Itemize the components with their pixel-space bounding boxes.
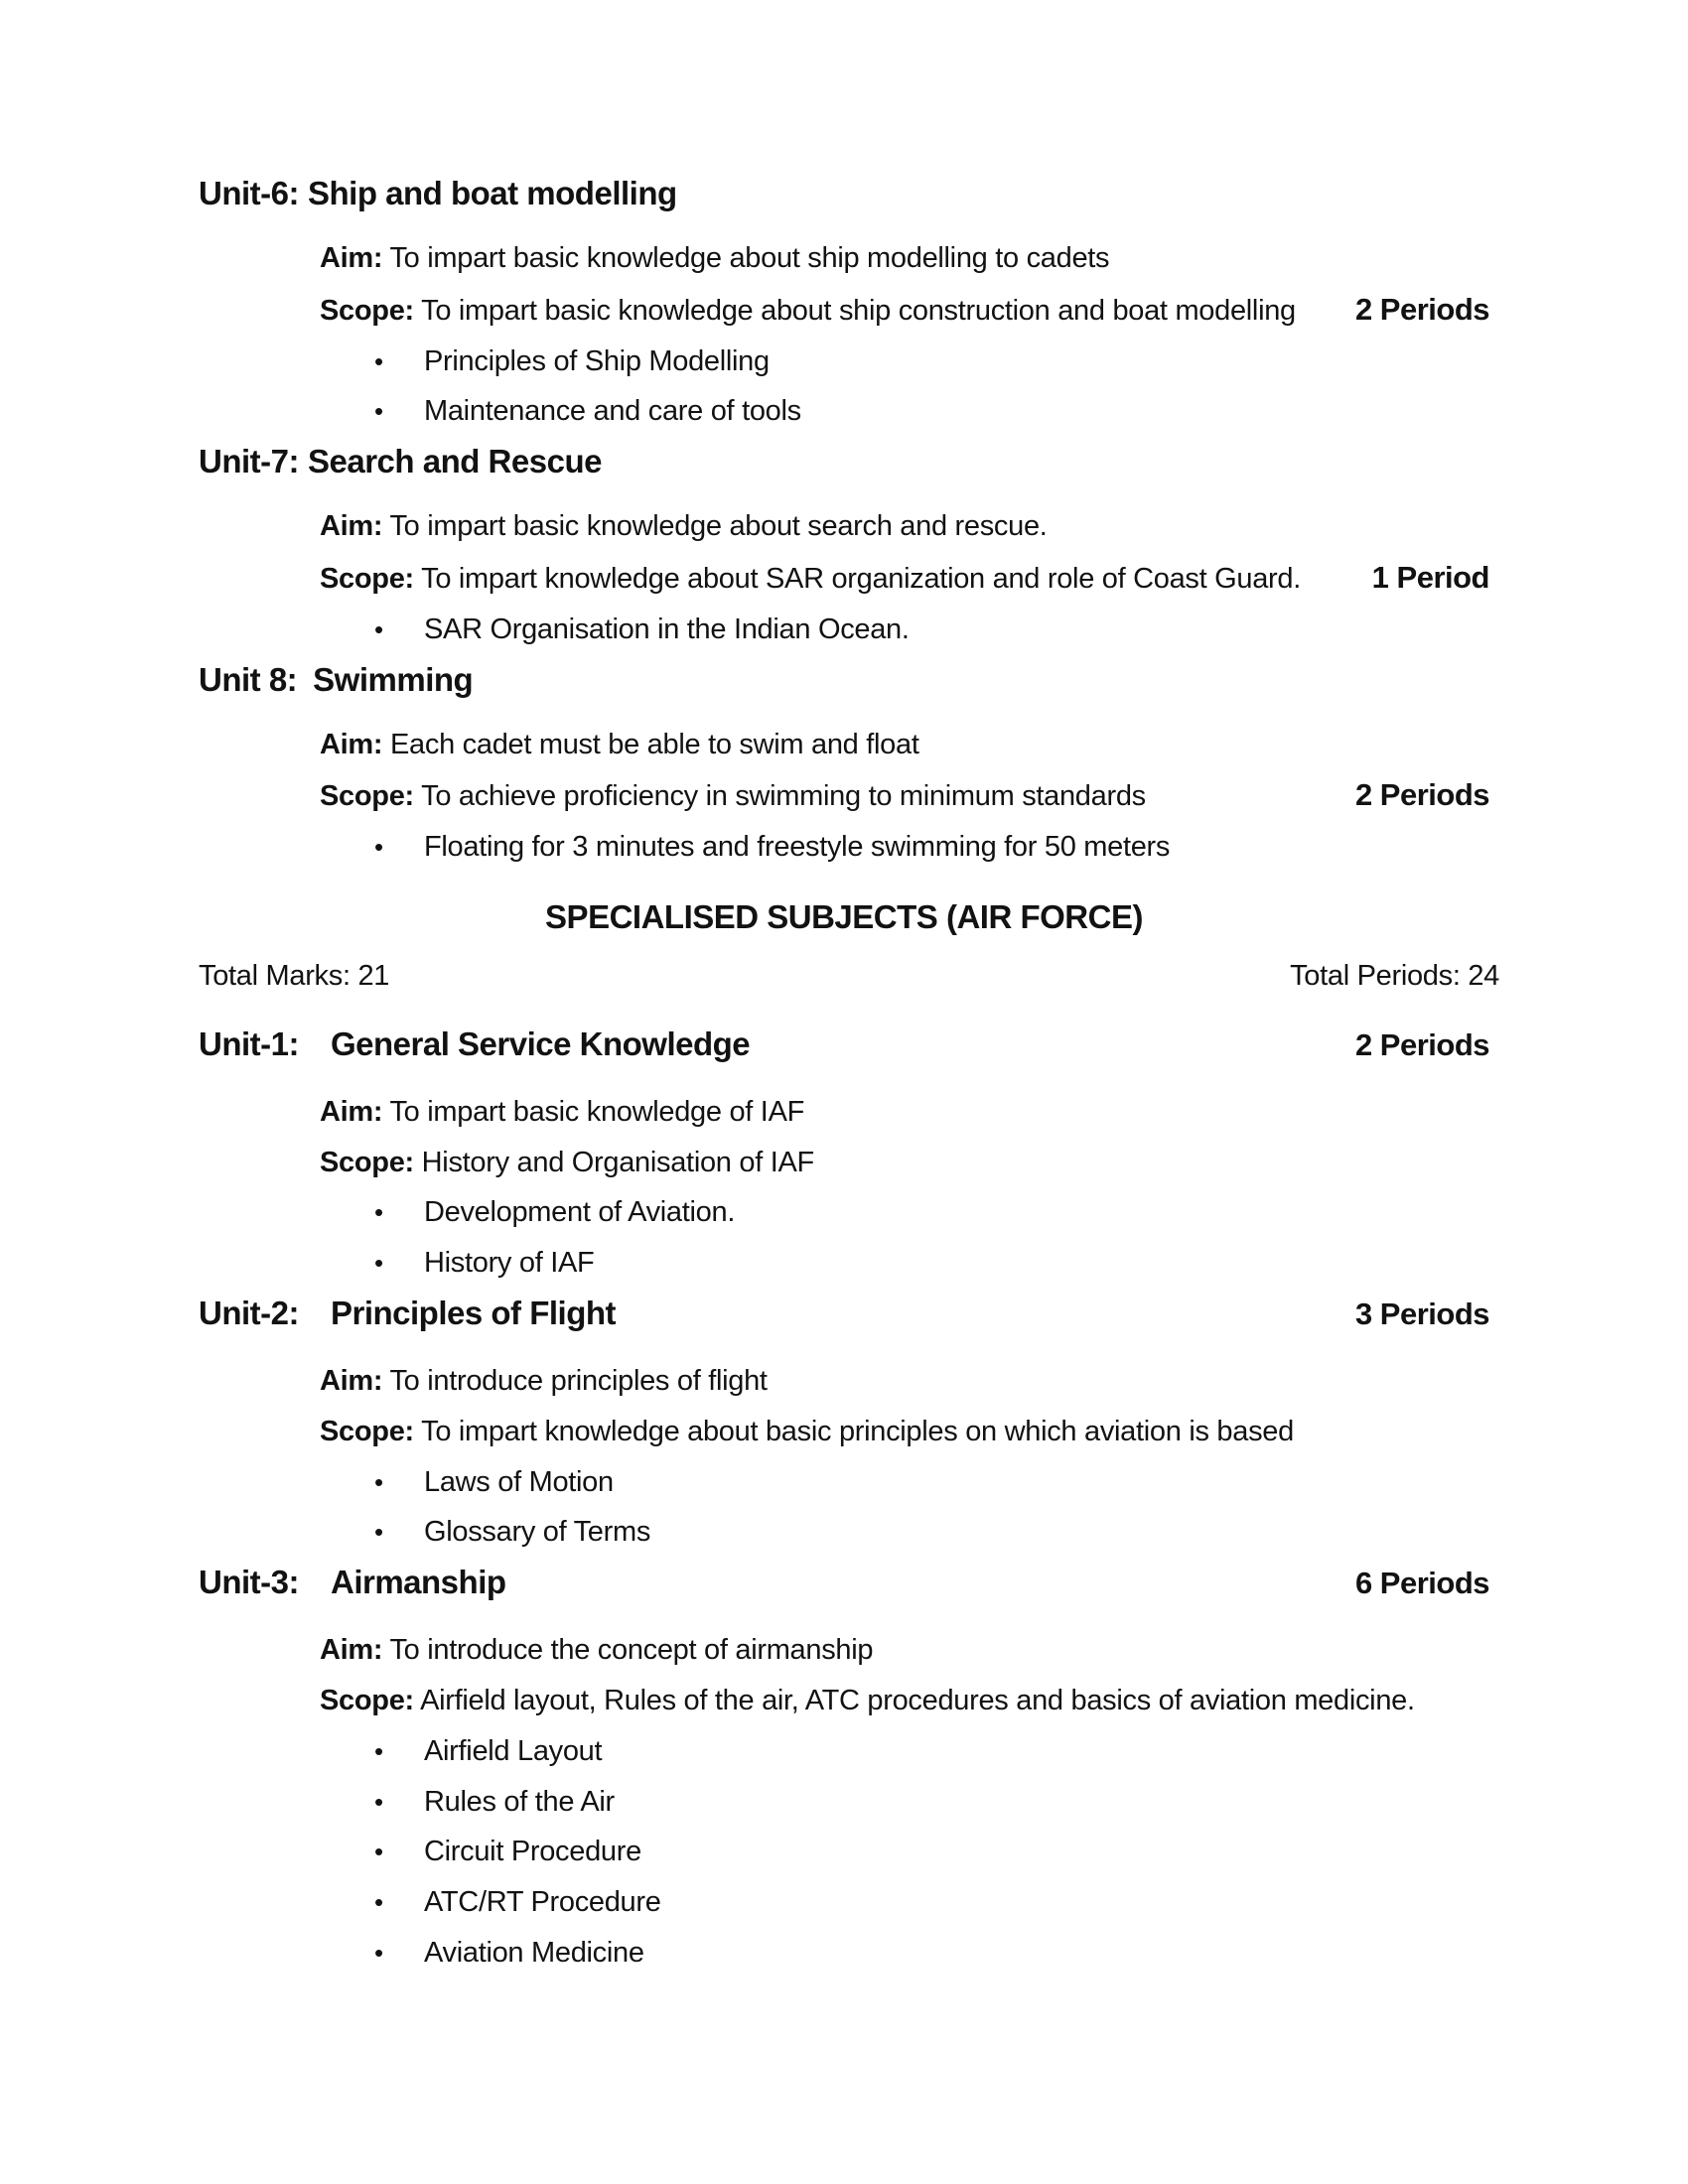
total-marks: Total Marks: 21 (199, 959, 390, 992)
unit-2-aim-line (320, 1364, 1489, 1399)
aim-label: Aim: (320, 242, 383, 274)
unit-8-aim-text: Each cadet must be able to swim and float (390, 728, 919, 760)
unit-3-aim-text: To introduce the concept of airmanship (389, 1634, 874, 1667)
unit-8-heading (199, 660, 474, 698)
bullet-text: SAR Organisation in the Indian Ocean. (424, 613, 910, 645)
scope-label: Scope: (320, 562, 414, 595)
unit-6-section (199, 177, 1489, 429)
unit-8-section (199, 660, 1489, 865)
unit-1-heading (199, 1024, 751, 1062)
unit-1-heading-row (199, 1024, 1489, 1063)
unit-8-scope-text: To achieve proficiency in swimming to minimum standards (421, 780, 1146, 813)
unit-7-heading-row (199, 445, 1489, 478)
unit-6-bullets (199, 344, 1489, 430)
bullet-text: History of IAF (424, 1247, 595, 1280)
air-force-section-heading: SPECIALISED SUBJECTS (AIR FORCE) (545, 897, 1143, 935)
unit-1-bullets (199, 1195, 1489, 1281)
unit-3-section (199, 1566, 1489, 1971)
aim-label: Aim: (320, 1634, 383, 1667)
bullet-dot-icon: • (374, 1197, 383, 1228)
unit-1-periods: 2 Periods (1354, 1026, 1489, 1062)
scope-label: Scope: (320, 1684, 414, 1716)
unit-3-title: Airmanship (330, 1564, 506, 1601)
unit-6-heading-row (199, 177, 1489, 209)
bullet-dot-icon: • (374, 1786, 383, 1817)
bullet-dot-icon: • (374, 396, 383, 427)
unit-1-title: General Service Knowledge (330, 1024, 751, 1062)
unit-2-periods: 3 Periods (1354, 1296, 1489, 1331)
bullet-item (374, 1734, 1489, 1769)
unit-7-heading (199, 445, 602, 478)
bullet-item (374, 1835, 1489, 1869)
bullet-dot-icon: • (374, 1248, 383, 1279)
unit-1-scope-line (320, 1146, 1489, 1180)
unit-8-title: Swimming (313, 660, 474, 698)
bullet-item (374, 1785, 1489, 1820)
bullet-text: Laws of Motion (424, 1465, 614, 1498)
unit-6-title: Ship and boat modelling (307, 175, 677, 211)
bullet-text: Aviation Medicine (424, 1936, 644, 1969)
bullet-item (374, 1515, 1489, 1550)
unit-3-bullets (199, 1734, 1489, 1971)
unit-6-label: Unit-6: (199, 175, 299, 211)
bullet-item (374, 830, 1489, 865)
bullet-text: Circuit Procedure (424, 1836, 641, 1868)
unit-2-heading (199, 1294, 617, 1331)
bullet-dot-icon: • (374, 1887, 383, 1918)
bullet-item (374, 1246, 1489, 1281)
aim-label: Aim: (320, 1364, 383, 1397)
bullet-text: Principles of Ship Modelling (424, 344, 770, 377)
unit-7-periods: 1 Period (1371, 559, 1489, 595)
bullet-text: Development of Aviation. (424, 1196, 736, 1229)
total-periods: Total Periods: 24 (1290, 959, 1499, 992)
bullet-dot-icon: • (374, 1937, 383, 1968)
bullet-text: Glossary of Terms (424, 1516, 651, 1549)
bullet-item (374, 1936, 1489, 1971)
unit-7-scope-text: To impart knowledge about SAR organization and role of Coast Guard. (421, 562, 1301, 595)
unit-1-scope-text: History and Organisation of IAF (421, 1146, 814, 1178)
unit-2-scope-line (320, 1415, 1489, 1449)
bullet-text: Rules of the Air (424, 1785, 615, 1818)
unit-8-scope-line (320, 779, 1146, 814)
unit-7-title: Search and Rescue (307, 443, 602, 480)
unit-1-aim-text: To impart basic knowledge of IAF (389, 1095, 805, 1128)
unit-7-bullets (199, 613, 1489, 647)
scope-label: Scope: (320, 780, 414, 813)
unit-2-title: Principles of Flight (330, 1294, 617, 1331)
unit-7-aim-text: To impart basic knowledge about search and rescue. (389, 510, 1048, 543)
bullet-dot-icon: • (374, 1837, 383, 1867)
bullet-dot-icon: • (374, 1517, 383, 1548)
unit-8-bullets (199, 830, 1489, 865)
scope-label: Scope: (320, 1415, 414, 1447)
unit-3-heading (199, 1564, 506, 1601)
unit-7-scope-line (320, 562, 1301, 597)
unit-6-aim-line (320, 241, 1489, 276)
unit-3-label: Unit-3: (199, 1564, 299, 1601)
unit-3-periods: 6 Periods (1354, 1566, 1489, 1601)
unit-2-heading-row (199, 1294, 1489, 1332)
unit-6-scope-row (199, 292, 1489, 329)
totals-row (199, 959, 1499, 994)
unit-8-label: Unit 8: (199, 660, 298, 698)
aim-label: Aim: (320, 728, 383, 760)
unit-1-aim-line (320, 1095, 1489, 1130)
bullet-text: Airfield Layout (424, 1734, 603, 1767)
bullet-dot-icon: • (374, 614, 383, 644)
unit-3-scope-text: Airfield layout, Rules of the air, ATC procedures and basics of aviation medicine. (420, 1684, 1415, 1716)
unit-3-scope-line (320, 1684, 1489, 1718)
unit-7-section (199, 445, 1489, 646)
unit-1-section (199, 1024, 1489, 1281)
unit-2-label: Unit-2: (199, 1294, 299, 1331)
unit-2-scope-text: To impart knowledge about basic principles on which aviation is based (421, 1415, 1294, 1447)
bullet-text: Floating for 3 minutes and freestyle swimming for 50 meters (424, 831, 1171, 864)
scope-label: Scope: (320, 1146, 414, 1178)
unit-1-label: Unit-1: (199, 1024, 299, 1062)
unit-6-heading (199, 177, 677, 209)
aim-label: Aim: (320, 510, 383, 543)
bullet-text: ATC/RT Procedure (424, 1886, 661, 1919)
bullet-text: Maintenance and care of tools (424, 395, 801, 428)
bullet-item (374, 394, 1489, 429)
unit-3-aim-line (320, 1633, 1489, 1668)
unit-2-aim-text: To introduce principles of flight (389, 1364, 768, 1397)
unit-3-heading-row (199, 1566, 1489, 1601)
unit-8-periods: 2 Periods (1354, 777, 1489, 813)
bullet-dot-icon: • (374, 832, 383, 863)
unit-6-periods: 2 Periods (1354, 291, 1489, 327)
unit-2-bullets (199, 1465, 1489, 1551)
unit-7-aim-line (320, 509, 1489, 544)
bullet-dot-icon: • (374, 1735, 383, 1766)
unit-8-heading-row (199, 660, 1489, 698)
bullet-item (374, 1885, 1489, 1920)
unit-7-label: Unit-7: (199, 443, 299, 480)
unit-7-scope-row (199, 560, 1489, 597)
bullet-item (374, 344, 1489, 379)
bullet-item (374, 1195, 1489, 1230)
unit-8-scope-row (199, 777, 1489, 814)
bullet-dot-icon: • (374, 1466, 383, 1497)
bullet-item (374, 1465, 1489, 1500)
unit-6-aim-text: To impart basic knowledge about ship modelling to cadets (389, 242, 1110, 274)
bullet-item (374, 613, 1489, 647)
aim-label: Aim: (320, 1095, 383, 1128)
scope-label: Scope: (320, 294, 414, 327)
bullet-dot-icon: • (374, 345, 383, 376)
unit-8-aim-line (320, 728, 1489, 762)
unit-6-scope-text: To impart basic knowledge about ship construction and boat modelling (421, 294, 1296, 327)
unit-2-section (199, 1294, 1489, 1550)
unit-6-scope-line (320, 294, 1296, 329)
